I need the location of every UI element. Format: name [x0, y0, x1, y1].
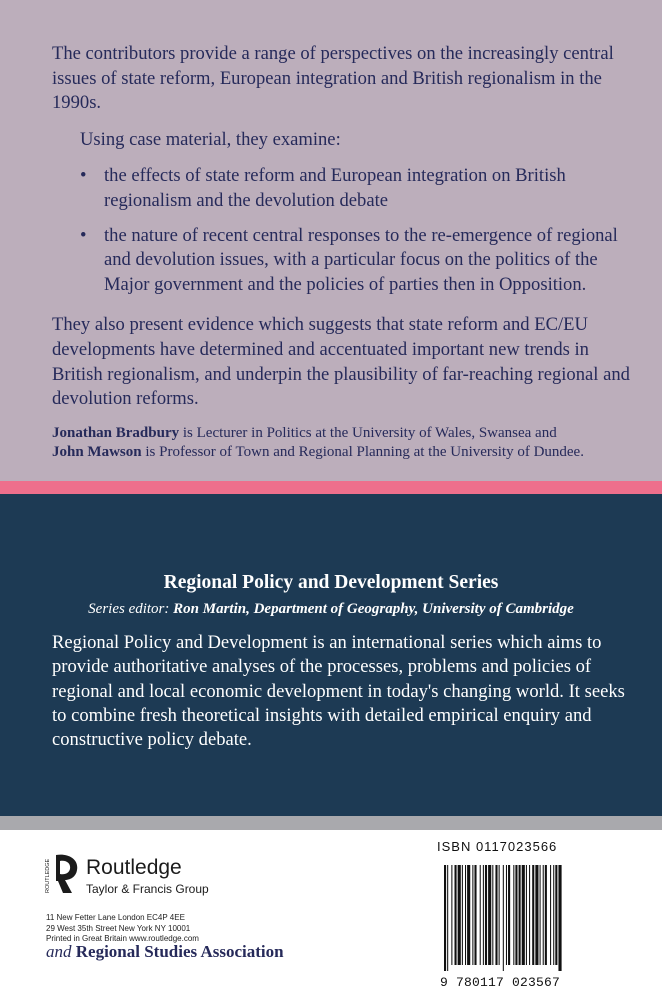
partner-name: Regional Studies Association — [75, 942, 284, 961]
barcode-bar — [499, 865, 500, 965]
barcode-bar — [474, 865, 476, 965]
series-panel — [0, 494, 662, 816]
publisher-group: Taylor & Francis Group — [86, 882, 209, 896]
conclusion-paragraph: They also present evidence which suggests that state reform and EC/EU developments have determined and accentuated important new trends in British regionalism, and underpin the plausibility of far-reaching regional and devolution reforms. — [52, 314, 630, 410]
routledge-logo-icon — [46, 853, 80, 895]
barcode-bar — [515, 865, 517, 965]
barcode-bar — [472, 865, 473, 965]
barcode-bar — [480, 865, 481, 965]
list-item-text: the effects of state reform and European integration on British regionalism and the devolution debate — [104, 165, 566, 211]
address-line: 29 West 35th Street New York NY 10001 — [46, 923, 191, 933]
barcode-bar — [444, 865, 446, 971]
barcode-bar — [529, 865, 530, 965]
bullet-icon: • — [80, 165, 87, 187]
author-name: Jonathan Bradbury — [52, 424, 180, 441]
intro-paragraph: The contributors provide a range of perspectives on the increasingly central issues of state reform, European integration and British regionalism in the 1990s. — [52, 43, 614, 114]
list-item — [80, 224, 636, 298]
barcode-bar — [532, 865, 534, 965]
barcode-bar — [553, 865, 554, 965]
address-line: Printed in Great Britain www.routledge.com — [46, 934, 199, 943]
barcode-bar — [495, 865, 497, 965]
barcode-bar — [535, 865, 538, 965]
lead-in-text: Using case material, they examine: — [80, 128, 341, 150]
series-editor — [0, 601, 662, 618]
copublisher-line — [46, 942, 284, 962]
barcode-bar — [526, 865, 527, 965]
and-word: and — [46, 942, 72, 961]
author-name: John Mawson — [52, 444, 142, 461]
pink-divider — [0, 481, 662, 494]
barcode-bar — [550, 865, 551, 965]
barcode-bar — [458, 865, 461, 965]
barcode-bar — [465, 865, 466, 965]
barcode-bar — [451, 865, 452, 965]
barcode-bar — [447, 865, 448, 971]
series-description: Regional Policy and Development is an international series which aims to provide authoritative analyses of the processes, problems and policies of regional and local economic development in today's changing world. It seeks to combine fresh theoretical insights with detailed empirical enquiry and constructive policy debate. — [52, 632, 625, 751]
series-editor-name: Ron Martin, Department of Geography, University of Cambridge — [173, 601, 574, 617]
publisher-name: Routledge — [86, 856, 182, 879]
barcode-bar — [540, 865, 541, 965]
barcode-bar — [503, 865, 504, 971]
barcode-bar — [522, 865, 525, 965]
barcode-bar — [506, 865, 507, 965]
barcode-number: 9 780117 023567 — [440, 975, 561, 990]
barcode-bar — [513, 865, 514, 965]
examine-list — [80, 164, 636, 297]
logo-side-text: ROUTLEDGE — [45, 858, 51, 893]
barcode-bar — [485, 865, 487, 965]
barcode-bar — [558, 865, 561, 971]
barcode-bar — [543, 865, 544, 965]
grey-divider — [0, 816, 662, 830]
barcode-bar — [492, 865, 493, 965]
barcode-icon — [442, 865, 657, 971]
back-cover-blurb — [0, 0, 662, 481]
barcode-bar — [555, 865, 557, 965]
barcode-bar — [519, 865, 521, 965]
barcode-bar — [483, 865, 484, 965]
barcode-bar — [545, 865, 547, 965]
author-bio — [52, 424, 636, 463]
author-role: is Professor of Town and Regional Planning at the University of Dundee. — [141, 444, 584, 461]
series-title: Regional Policy and Development Series — [163, 572, 499, 593]
publisher-area — [0, 830, 662, 993]
list-item — [80, 164, 636, 213]
bullet-icon: • — [80, 224, 87, 246]
list-item-text: the nature of recent central responses to the re-emergence of regional and devolution issues, with a particular focus on the politics of the Major government and the policies of parties then in Opposition. — [104, 224, 618, 295]
barcode-bar — [488, 865, 491, 965]
barcode-bar — [508, 865, 510, 965]
isbn-label: ISBN 0117023566 — [437, 839, 558, 854]
author-role: is Lecturer in Politics at the University of Wales, Swansea and — [179, 424, 557, 441]
barcode-bar — [455, 865, 457, 965]
series-editor-prefix: Series editor: — [88, 601, 174, 617]
address-line: 11 New Fetter Lane London EC4P 4EE — [46, 913, 185, 922]
barcode-bar — [467, 865, 470, 965]
publisher-address — [46, 913, 199, 945]
barcode-bar — [462, 865, 463, 965]
